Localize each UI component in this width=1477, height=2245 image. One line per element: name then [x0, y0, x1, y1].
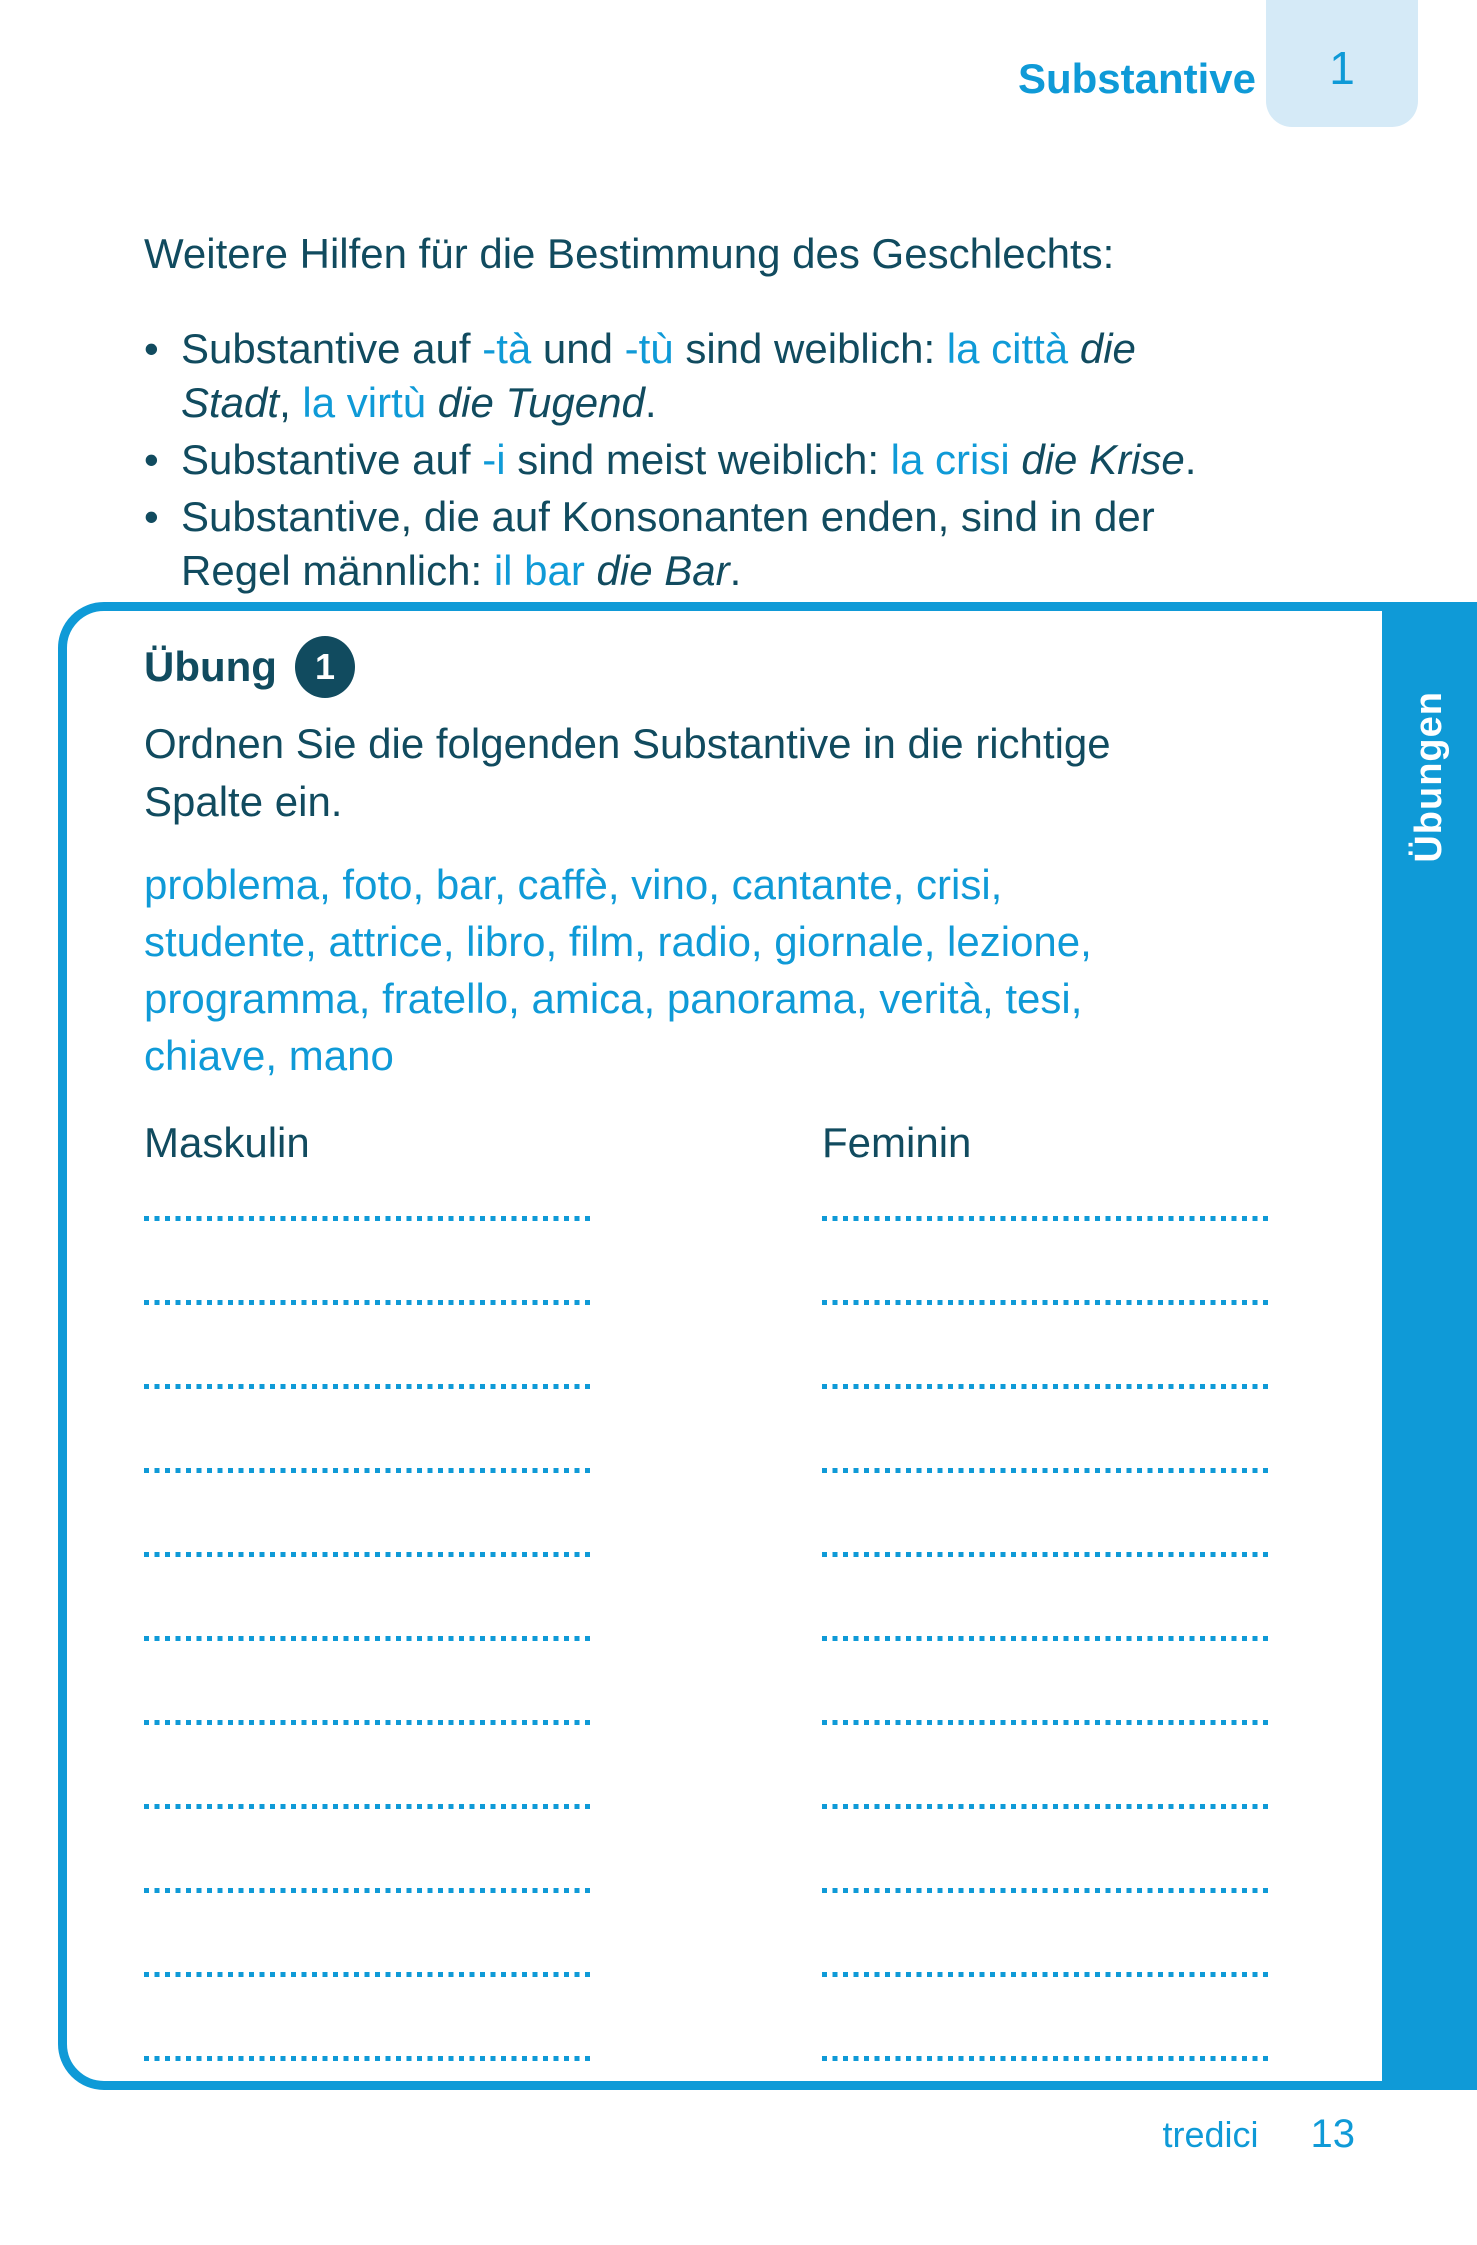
dotted-line [144, 1468, 590, 1473]
answer-lines-maskulin [144, 1216, 590, 2140]
rule-item-i: • Substantive auf -i sind meist weiblich: la crisi die Krise. [144, 433, 1211, 487]
dotted-line [144, 1720, 590, 1725]
column-header-feminin: Feminin [822, 1119, 972, 1166]
dotted-line [144, 1552, 590, 1557]
exercise-number: 1 [314, 646, 335, 687]
dotted-line [144, 1216, 590, 1221]
page-word: tredici [1162, 2114, 1259, 2155]
rule-item-consonants: • Substantive, die auf Konsonanten enden, sind in der Regel männlich: il bar die Bar. [144, 490, 1211, 598]
dotted-line [822, 1552, 1268, 1557]
page-number: 13 [1310, 2112, 1355, 2156]
rule-item-ta-tu: • Substantive auf -tà und -tù sind weiblich: la città die Stadt, la virtù die Tugend. [144, 322, 1211, 430]
dotted-line [822, 1720, 1268, 1725]
dotted-line [144, 1804, 590, 1809]
dotted-line [822, 1300, 1268, 1305]
page-footer [1162, 2112, 1355, 2157]
gender-rules-list [144, 322, 1211, 601]
word-list: problema, foto, bar, caffè, vino, cantante, crisi, studente, attrice, libro, film, radio, giornale, lezione, programma, fratello, amica, panorama, verità, tesi, chiave, mano [144, 861, 1092, 1079]
dotted-line [822, 1468, 1268, 1473]
intro-heading: Weitere Hilfen für die Bestimmung des Geschlechts: [144, 230, 1115, 277]
dotted-line [144, 1300, 590, 1305]
side-tab-label-wrap [1382, 632, 1477, 922]
exercise-heading [144, 636, 355, 698]
side-tab-label: Übungen [1408, 691, 1450, 863]
dotted-line [822, 1636, 1268, 1641]
dotted-line [822, 1804, 1268, 1809]
answer-lines-feminin [822, 1216, 1268, 2140]
exercise-title: Übung [144, 643, 277, 690]
side-tab [1382, 602, 1477, 2090]
section-title: Substantive [1017, 55, 1256, 102]
dotted-line [822, 1384, 1268, 1389]
chapter-number: 1 [1329, 41, 1355, 94]
dotted-line [144, 1384, 590, 1389]
dotted-line [822, 1972, 1268, 1977]
dotted-line [144, 1636, 590, 1641]
chapter-number-box [1266, 0, 1418, 127]
dotted-line [144, 1888, 590, 1893]
dotted-line [822, 1216, 1268, 1221]
column-header-maskulin: Maskulin [144, 1119, 310, 1166]
dotted-line [144, 1972, 590, 1977]
dotted-line [144, 2056, 590, 2061]
exercise-instructions: Ordnen Sie die folgenden Substantive in die richtige Spalte ein. [144, 720, 1111, 825]
dotted-line [822, 2056, 1268, 2061]
exercise-number-badge [295, 636, 355, 698]
dotted-line [822, 1888, 1268, 1893]
